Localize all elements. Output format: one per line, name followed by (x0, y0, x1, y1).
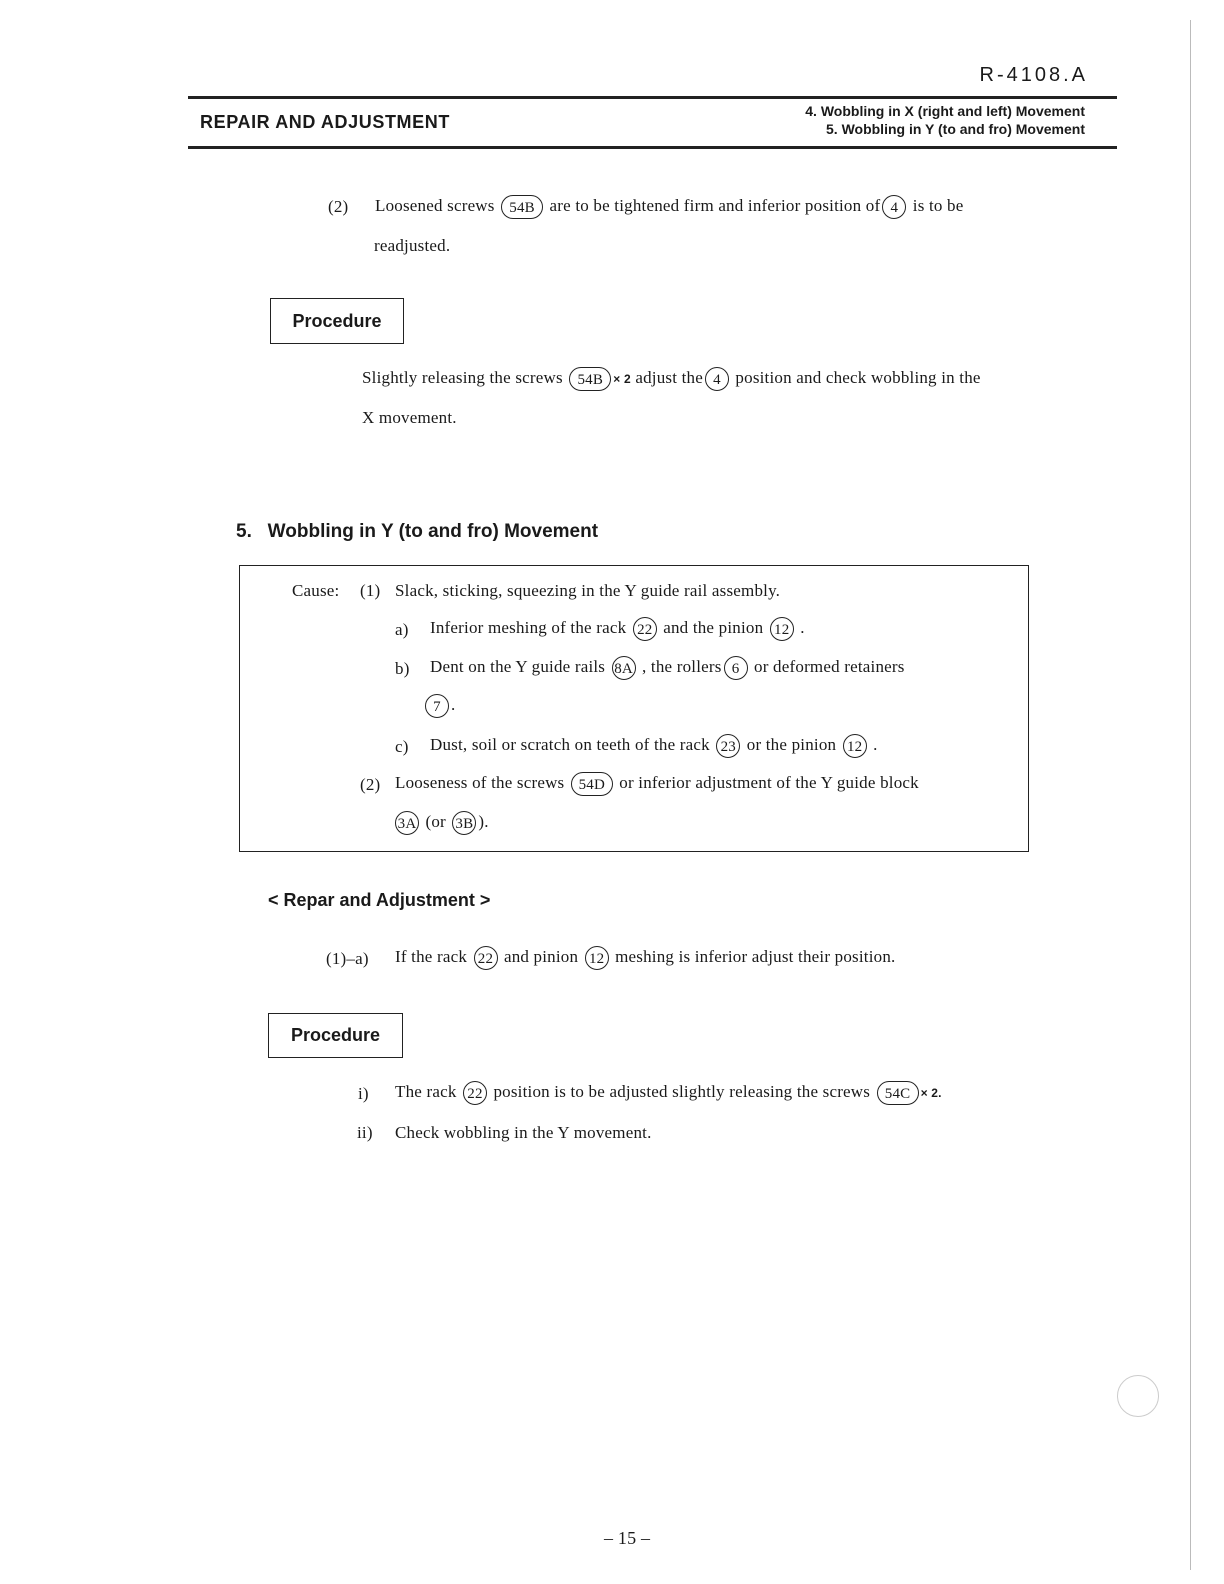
procedure-2-ii-text: Check wobbling in the Y movement. (395, 1123, 652, 1142)
ref-circle-23: 23 (716, 734, 740, 758)
cause-b-text: or deformed retainers (754, 656, 905, 676)
document-number: R-4108.A (979, 64, 1088, 86)
page-number: – 15 – (604, 1528, 651, 1548)
repair-text: If the rack (395, 946, 468, 966)
step-2-line2: readjusted. (374, 236, 451, 255)
ref-circle-4: 4 (705, 367, 729, 391)
cause-a-text: . (800, 617, 805, 637)
step-2-number: (2) (328, 197, 349, 216)
ref-circle-54b: 54B (501, 195, 543, 219)
cause-a-number: a) (395, 620, 409, 639)
ref-circle-54c: 54C (877, 1081, 919, 1105)
cause-b-number: b) (395, 659, 410, 678)
repair-text: and pinion (503, 946, 579, 966)
cause-c-line (430, 734, 878, 758)
ref-circle-22: 22 (474, 946, 498, 970)
ref-circle-4: 4 (882, 195, 906, 219)
procedure-1-text: Slightly releasing the screws (362, 367, 563, 387)
ref-circle-6: 6 (724, 656, 748, 680)
ref-circle-3a: 3A (395, 811, 419, 835)
step-2-text: are to be tightened firm and inferior position of (549, 195, 881, 215)
procedure-2-text: The rack (395, 1081, 457, 1101)
ref-circle-22: 22 (463, 1081, 487, 1105)
ref-circle-12: 12 (770, 617, 794, 641)
cause-2-text: (or (425, 811, 446, 831)
procedure-1-text: adjust the (635, 367, 703, 387)
procedure-1-line1 (362, 367, 981, 391)
procedure-1-text: position and check wobbling in the (735, 367, 981, 387)
procedure-2-text: position is to be adjusted slightly releasing the screws (493, 1081, 871, 1101)
step-2-text: Loosened screws (375, 195, 495, 215)
ref-circle-54b: 54B (569, 367, 611, 391)
step-2-line1 (375, 195, 964, 219)
cause-c-text: or the pinion (746, 734, 837, 754)
cause-2-number: (2) (360, 775, 381, 794)
cause-2-line2 (393, 811, 489, 835)
repair-1a-line (395, 946, 895, 970)
repair-heading: < Repar and Adjustment > (268, 890, 491, 910)
cause-b-line (430, 656, 905, 680)
cause-a-line (430, 617, 805, 641)
procedure-1-line2: X movement. (362, 408, 457, 427)
ref-circle-54d: 54D (571, 772, 613, 796)
step-2-text: is to be (912, 195, 964, 215)
cause-2-text: or inferior adjustment of the Y guide block (619, 772, 919, 792)
header-section-4: 4. Wobbling in X (right and left) Movement (805, 103, 1085, 119)
procedure-label-box: Procedure (268, 1013, 403, 1058)
section-5-heading: 5. Wobbling in Y (to and fro) Movement (236, 521, 599, 542)
cause-c-text: Dust, soil or scratch on teeth of the rack (430, 734, 710, 754)
ref-circle-12: 12 (843, 734, 867, 758)
procedure-2-i-number: i) (358, 1084, 369, 1103)
ref-circle-3b: 3B (452, 811, 476, 835)
header-bottom-rule (188, 146, 1117, 149)
cause-2-line (395, 772, 919, 796)
cause-2-text: ). (478, 811, 489, 831)
cause-b-text: . (451, 694, 456, 714)
cause-1-text: Slack, sticking, squeezing in the Y guide rail assembly. (395, 581, 781, 600)
procedure-2-ii-number: ii) (357, 1123, 373, 1142)
ref-circle-12: 12 (585, 946, 609, 970)
procedure-2-i-line (395, 1081, 942, 1105)
header-top-rule (188, 96, 1117, 99)
ref-circle-7: 7 (425, 694, 449, 718)
cause-box (239, 565, 1029, 852)
header-title: REPAIR AND ADJUSTMENT (200, 112, 450, 132)
cause-b-text: , the rollers (642, 656, 722, 676)
multiplier: × 2. (920, 1085, 942, 1100)
cause-c-text: . (873, 734, 878, 754)
repair-1a-number: (1)–a) (326, 949, 369, 968)
repair-text: meshing is inferior adjust their position. (615, 946, 896, 966)
cause-b-text: Dent on the Y guide rails (430, 656, 606, 676)
cause-a-text: and the pinion (663, 617, 764, 637)
cause-2-text: Looseness of the screws (395, 772, 565, 792)
procedure-label-box: Procedure (270, 298, 404, 344)
ref-circle-22: 22 (633, 617, 657, 641)
cause-b-line2 (423, 694, 455, 718)
cause-a-text: Inferior meshing of the rack (430, 617, 627, 637)
cause-label: Cause: (292, 581, 340, 600)
header-section-titles (805, 102, 1085, 138)
cause-c-number: c) (395, 737, 409, 756)
ref-circle-8a: 8A (612, 656, 636, 680)
hole-punch-mark (1117, 1375, 1159, 1417)
page-edge-line (1190, 20, 1191, 1570)
header-section-5: 5. Wobbling in Y (to and fro) Movement (826, 121, 1085, 137)
cause-1-number: (1) (360, 581, 381, 600)
multiplier: × 2 (613, 371, 631, 386)
